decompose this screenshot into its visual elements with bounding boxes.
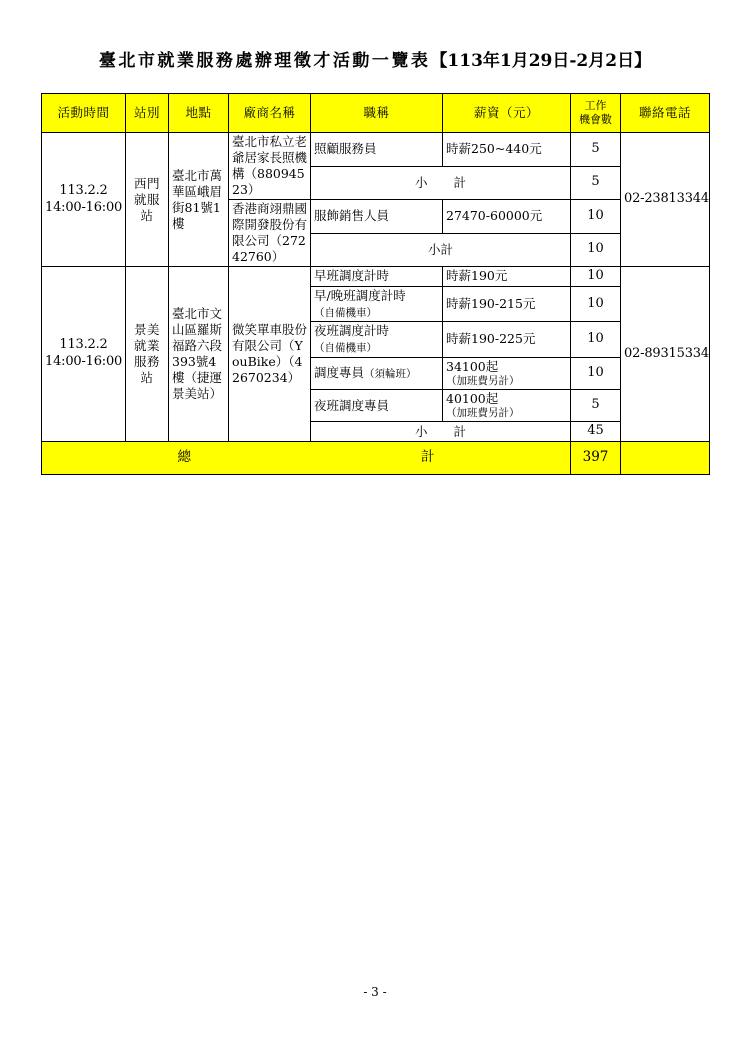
header-company: 廠商名稱	[229, 94, 311, 133]
salary-note: （加班費另計）	[446, 406, 520, 419]
cell-salary	[443, 357, 571, 389]
page-title	[0, 46, 750, 71]
cell-job-title: 照顧服務員	[311, 133, 443, 167]
cell-openings: 10	[571, 200, 621, 234]
job-title-note: （須輪班）	[364, 368, 417, 380]
cell-salary: 時薪250~440元	[443, 133, 571, 167]
cell-openings: 10	[571, 322, 621, 357]
header-job-title: 職稱	[311, 94, 443, 133]
cell-location: 臺北市萬華區峨眉街81號1樓	[169, 133, 229, 267]
header-openings-line1: 工作	[584, 99, 607, 113]
subtotal-char-2: 計	[453, 423, 467, 439]
cell-subtotal-label: 小計	[311, 233, 571, 267]
cell-salary: 時薪190元	[443, 267, 571, 287]
cell-subtotal-value: 45	[571, 422, 621, 442]
cell-subtotal-label	[311, 166, 571, 200]
cell-total-label	[42, 442, 571, 475]
salary-main: 40100起	[446, 390, 499, 406]
job-title-main: 調度專員	[314, 365, 365, 380]
cell-salary: 時薪190-215元	[443, 286, 571, 321]
cell-subtotal-value: 10	[571, 233, 621, 267]
salary-note: （加班費另計）	[446, 374, 520, 387]
page-title-daterange: 【113年1月29日-2月2日】	[430, 51, 652, 71]
header-salary: 薪資（元）	[443, 94, 571, 133]
header-station: 站別	[126, 94, 169, 133]
cell-openings: 10	[571, 286, 621, 321]
table-row	[42, 267, 710, 287]
cell-total-value: 397	[571, 442, 621, 475]
cell-job-title: 早班調度計時	[311, 267, 443, 287]
salary-main: 34100起	[446, 358, 499, 374]
header-phone: 聯絡電話	[621, 94, 710, 133]
header-openings-line2: 機會數	[579, 113, 612, 126]
cell-phone: 02-23813344	[621, 133, 710, 267]
cell-openings: 10	[571, 357, 621, 389]
job-fair-table	[41, 93, 710, 475]
time-date: 113.2.2	[59, 337, 108, 353]
header-location: 地點	[169, 94, 229, 133]
cell-company: 香港商翊鼎國際開發股份有限公司（27242760）	[229, 200, 311, 267]
cell-salary: 27470-60000元	[443, 200, 571, 234]
cell-salary: 時薪190-225元	[443, 322, 571, 357]
header-openings	[571, 94, 621, 133]
subtotal-char-1: 小	[414, 423, 428, 439]
cell-openings: 5	[571, 389, 621, 421]
cell-job-title	[311, 286, 443, 321]
table-header-row	[42, 94, 710, 133]
table-row-total	[42, 442, 710, 475]
time-range: 14:00-16:00	[45, 199, 123, 215]
time-date: 113.2.2	[59, 182, 108, 198]
job-title-note: （自備機車）	[314, 342, 377, 355]
cell-openings: 5	[571, 133, 621, 167]
cell-time	[42, 267, 126, 442]
cell-phone: 02-89315334	[621, 267, 710, 442]
table-row	[42, 133, 710, 167]
total-char-2: 計	[421, 449, 435, 466]
header-time: 活動時間	[42, 94, 126, 133]
subtotal-char-1: 小	[414, 174, 428, 190]
job-title-note: （自備機車）	[314, 306, 377, 319]
cell-location: 臺北市文山區羅斯福路六段393號4樓（捷運景美站）	[169, 267, 229, 442]
cell-job-title: 服飾銷售人員	[311, 200, 443, 234]
cell-station: 景美就業服務站	[126, 267, 169, 442]
cell-station: 西門就服站	[126, 133, 169, 267]
cell-openings: 10	[571, 267, 621, 287]
job-title-main: 夜班調度計時	[314, 323, 390, 339]
cell-job-title	[311, 322, 443, 357]
cell-subtotal-value: 5	[571, 166, 621, 200]
time-range: 14:00-16:00	[45, 354, 123, 369]
page-number: - 3 -	[363, 985, 387, 999]
cell-job-title	[311, 357, 443, 389]
cell-job-title: 夜班調度專員	[311, 389, 443, 421]
cell-total-blank	[621, 442, 710, 475]
cell-salary	[443, 389, 571, 421]
subtotal-char-2: 計	[453, 174, 467, 190]
cell-subtotal-label	[311, 422, 571, 442]
cell-company: 微笑單車股份有限公司（YouBike）（42670234）	[229, 267, 311, 442]
total-char-1: 總	[177, 449, 191, 466]
cell-time	[42, 133, 126, 267]
cell-company: 臺北市私立老爺居家長照機構（88094523）	[229, 133, 311, 200]
job-title-main: 早/晚班調度計時	[314, 287, 406, 303]
page-title-main: 臺北市就業服務處辦理徵才活動一覽表	[98, 51, 431, 71]
